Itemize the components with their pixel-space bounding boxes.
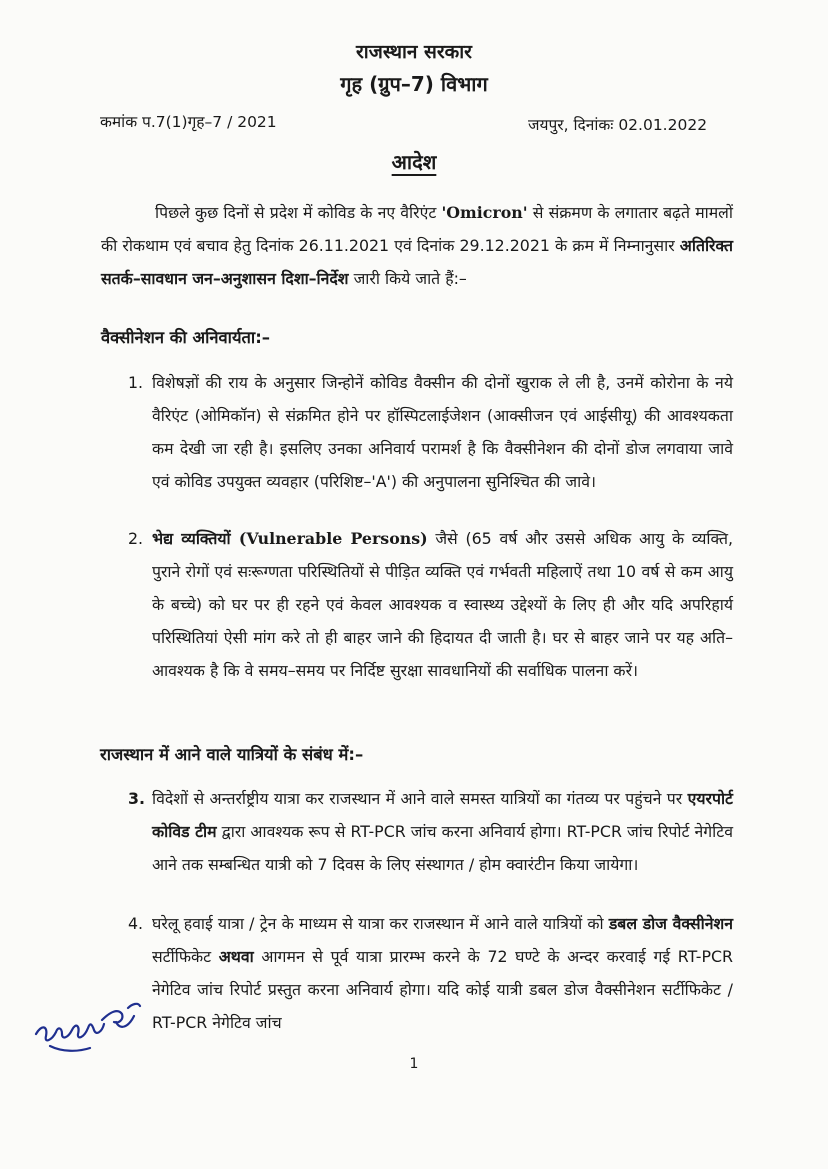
- item-text: घरेलू हवाई यात्रा / ट्रेन के माध्यम से यात्रा कर राजस्थान में आने वाले यात्रियों को डबल डोज वैक्सीनेशन सर्टीफिकेट अथवा आगमन से पूर्व यात्रा प्रारम्भ करने के 72 घण्टे के अन्दर करवाई गई RT-PCR नेगेटिव जांच रिपोर्ट प्रस्तुत करना अनिवार्य होगा। यदि कोई यात्री डबल डोज वैक्सीनेशन सर्टीफिकेट / RT-PCR नेगेटिव जांच: [152, 914, 734, 1032]
- list-item: [128, 782, 733, 881]
- department-heading: गृह (ग्रुप–7) विभाग: [340, 72, 488, 96]
- item-bold-text: एयरपोर्ट कोविड टीम: [152, 789, 733, 841]
- item-bold-text: अथवा: [218, 947, 254, 966]
- intro-bold-text: अतिरिक्त सतर्क–सावधान जन–अनुशासन दिशा–निर्देश: [101, 236, 733, 288]
- place-date: जयपुर, दिनांकः 02.01.2022: [528, 116, 708, 134]
- section-heading-vaccination: वैक्सीनेशन की अनिवार्यता:–: [101, 328, 271, 347]
- order-title: [0, 148, 828, 175]
- list-item: [128, 522, 733, 687]
- item-number: 3.: [128, 789, 145, 808]
- item-bold-english: (Vulnerable Persons): [230, 529, 428, 548]
- reference-number: कमांक प.7(1)गृह–7 / 2021: [100, 113, 277, 131]
- item-number: 1.: [128, 373, 144, 392]
- handwritten-signature: [32, 994, 144, 1056]
- list-item: [128, 907, 733, 1039]
- item-number: 2.: [128, 529, 144, 548]
- item-text: भेद्य व्यक्तियों (Vulnerable Persons) जैसे (65 वर्ष और उससे अधिक आयु के व्यक्ति, पुराने रोगों एवं सःरूग्णता परिस्थितियों से पीड़ित व्यक्ति एवं गर्भवती महिलाऐं तथा 10 वर्ष से कम आयु के बच्चे) को घर पर ही रहने एवं केवल आवश्यक व स्वास्थ्य उद्देश्यों के लिए ही और यदि अपरिहार्य परिस्थितियां ऐसी मांग करे तो ही बाहर जाने की हिदायत दी जाती है। घर से बाहर जाने पर यह अति–आवश्यक है कि वे समय–समय पर निर्दिष्ट सुरक्षा सावधानियों की सर्वाधिक पालना करें।: [152, 529, 733, 680]
- section-heading-travellers: राजस्थान में आने वाले यात्रियों के संबंध में:–: [100, 745, 364, 764]
- intro-paragraph: पिछले कुछ दिनों से प्रदेश में कोविड के नए वैरिएंट 'Omicron' से संक्रमण के लगातार बढ़ते मामलों की रोकथाम एवं बचाव हेतु दिनांक 26.11.2021 एवं दिनांक 29.12.2021 के क्रम में निम्नानुसार अतिरिक्त सतर्क–सावधान जन–अनुशासन दिशा–निर्देश जारी किये जाते हैं:–: [101, 203, 733, 288]
- item-text: विदेशों से अन्तर्राष्ट्रीय यात्रा कर राजस्थान में आने वाले समस्त यात्रियों का गंतव्य पर पहुंचने पर एयरपोर्ट कोविड टीम द्वारा आवश्यक रूप से RT-PCR जांच करना अनिवार्य होगा। RT-PCR जांच रिपोर्ट नेगेटिव आने तक सम्बन्धित यात्री को 7 दिवस के लिए संस्थागत / होम क्वारंटीन किया जायेगा।: [152, 789, 733, 874]
- item-bold-text: डबल डोज वैक्सीनेशन: [608, 914, 733, 933]
- item-text: विशेषज्ञों की राय के अनुसार जिन्होनें कोविड वैक्सीन की दोनों खुराक ले ली है, उनमें कोरोना के नये वैरिएंट (ओमिकॉन) से संक्रमित होने पर हॉस्पिटलाईजेशन (आक्सीजन एवं आईसीयू) की आवश्यकता कम देखी जा रही है। इसलिए उनका अनिवार्य परामर्श है कि वैक्सीनेशन की दोनों डोज लगवाया जावे एवं कोविड उपयुक्त व्यवहार (परिशिष्ट–'A') की अनुपालना सुनिश्चित की जावे।: [152, 373, 733, 491]
- order-title-text: आदेश: [391, 150, 437, 174]
- government-heading: राजस्थान सरकार: [356, 41, 472, 63]
- variant-name: 'Omicron': [441, 203, 528, 222]
- page-number: 1: [409, 1056, 419, 1072]
- item-bold-text: भेद्य व्यक्तियों: [152, 529, 231, 548]
- list-item: [128, 366, 733, 498]
- item-number: 4.: [128, 914, 144, 933]
